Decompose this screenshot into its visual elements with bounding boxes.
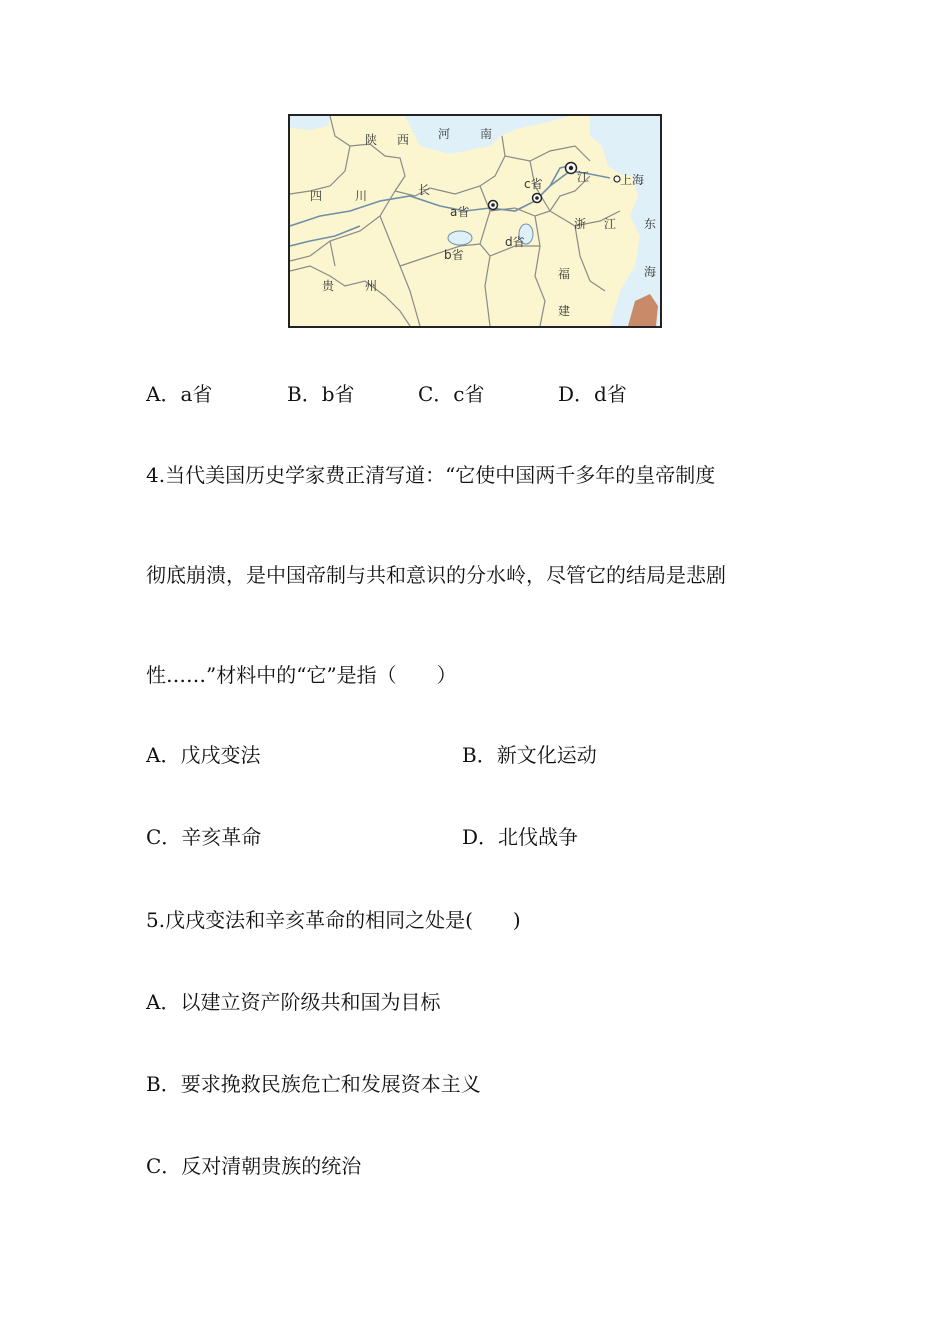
map-label-c-province: c省	[524, 177, 543, 191]
map-label-zhejiang-2: 江	[604, 217, 617, 231]
q4-option-c[interactable]: C．辛亥革命	[146, 825, 262, 849]
china-map-figure	[288, 114, 662, 328]
q4-stem-line-2: 彻底崩溃，是中国帝制与共和意识的分水岭，尽管它的结局是悲剧	[146, 563, 726, 587]
city-marker-a-dot	[491, 203, 495, 207]
q5-stem: 5.戊戌变法和辛亥革命的相同之处是( )	[146, 908, 521, 932]
map-label-shanghai: 上海	[620, 173, 645, 187]
q3-option-c[interactable]: C．c省	[418, 382, 485, 406]
q4-stem-line-3: 性……”材料中的“它”是指（ ）	[146, 663, 457, 687]
map-label-henan-2: 南	[480, 127, 493, 141]
map-label-henan-1: 河	[438, 127, 451, 141]
q4-stem-line-1: 4.当代美国历史学家费正清写道：“它使中国两千多年的皇帝制度	[146, 463, 716, 487]
map-label-sichuan-1: 四	[310, 189, 323, 203]
map-label-fujian-2: 建	[558, 304, 571, 318]
q4-option-a[interactable]: A．戊戌变法	[146, 743, 261, 767]
q3-option-a[interactable]: A．a省	[146, 382, 213, 406]
q4-option-d[interactable]: D．北伐战争	[462, 825, 579, 849]
map-label-a-province: a省	[450, 205, 470, 219]
map-label-guizhou-2: 州	[365, 279, 378, 293]
map-label-b-province: b省	[444, 248, 464, 262]
map-label-chang: 长	[418, 183, 431, 197]
q3-option-d[interactable]: D．d省	[558, 382, 627, 406]
map-label-shaanxi-2: 西	[397, 133, 410, 147]
q5-option-b[interactable]: B．要求挽救民族危亡和发展资本主义	[146, 1072, 481, 1096]
map-label-hai: 海	[644, 265, 657, 279]
q5-option-c[interactable]: C．反对清朝贵族的统治	[146, 1154, 362, 1178]
map-label-guizhou-1: 贵	[322, 279, 335, 293]
map-label-jiang: 江	[577, 170, 590, 184]
map-label-fujian-1: 福	[558, 267, 571, 281]
map-label-sichuan-2: 川	[355, 189, 368, 203]
map-label-dong: 东	[644, 217, 657, 231]
map-label-shaanxi-1: 陕	[365, 133, 378, 147]
dongting-lake	[448, 231, 472, 245]
q3-option-b[interactable]: B．b省	[287, 382, 355, 406]
city-marker-nanjing-dot	[569, 166, 573, 170]
q4-option-b[interactable]: B．新文化运动	[462, 743, 597, 767]
map-label-d-province: d省	[505, 235, 525, 249]
map-label-zhejiang-1: 浙	[574, 217, 587, 231]
map-svg	[290, 116, 660, 326]
q5-option-a[interactable]: A．以建立资产阶级共和国为目标	[146, 990, 441, 1014]
city-marker-c-dot	[535, 196, 539, 200]
